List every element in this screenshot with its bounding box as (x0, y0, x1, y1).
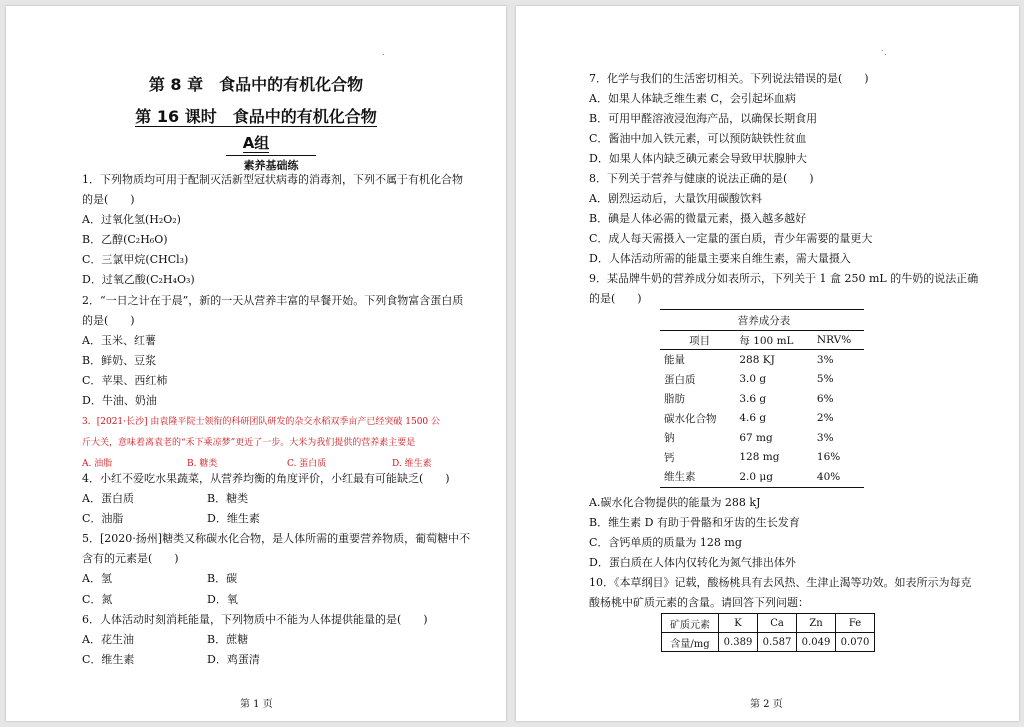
nutrition-table (660, 309, 864, 488)
q5-option-a: A．氢 (82, 572, 112, 585)
q4-option-b: B．糖类 (207, 492, 249, 505)
table-cell: 40% (816, 470, 841, 483)
page-2 (516, 6, 1019, 721)
q3-option-d: D. 维生素 (392, 459, 432, 469)
q7-text: 7．化学与我们的生活密切相关。下列说法错误的是( ) (589, 72, 869, 85)
table-cell: 67 mg (739, 431, 773, 444)
page-mark: . (884, 48, 887, 57)
table-cell: 钙 (664, 451, 675, 464)
table-row (660, 428, 864, 448)
table-cell: 蛋白质 (664, 373, 696, 386)
table-row (660, 409, 864, 429)
mineral-header: Zn (797, 614, 836, 633)
nutrition-header-nrv: NRV% (813, 331, 864, 350)
mineral-cell: 0.389 (719, 633, 758, 652)
q2-text-cont: 的是( ) (82, 314, 135, 327)
table-cell: 钠 (664, 432, 675, 445)
q5-text-cont: 含有的元素是( ) (82, 552, 179, 565)
q2-text: 2．“一日之计在于晨”，新的一天从营养丰富的早餐开始。下列食物富含蛋白质 (82, 294, 464, 307)
q3-text: 3．[2021·长沙] 由袁隆平院士领衔的科研团队研发的杂交水稻双季亩产已经突破 1500 公 (82, 417, 441, 427)
table-cell: 3% (816, 353, 834, 366)
section-title: 素养基础练 (226, 155, 316, 173)
table-cell: 16% (816, 451, 841, 464)
nutrition-header-item: 项目 (660, 331, 735, 350)
group-title: A组 (242, 134, 270, 152)
q9-option-a: A.碳水化合物提供的能量为 288 kJ (589, 496, 761, 509)
table-row (660, 370, 864, 390)
mineral-cell: 含量/mg (662, 633, 719, 652)
table-cell: 3.6 g (739, 392, 767, 405)
q1-text: 1．下列物质均可用于配制灭活新型冠状病毒的消毒剂，下列不属于有机化合物 (82, 173, 463, 186)
table-cell: 3.0 g (739, 373, 767, 386)
q7-option-c: C．酱油中加入铁元素，可以预防缺铁性贫血 (589, 132, 807, 145)
table-cell: 128 mg (739, 451, 780, 464)
nutrition-table-title: 营养成分表 (660, 310, 864, 331)
q2-option-b: B．鲜奶、豆浆 (82, 354, 157, 367)
q6-option-d: D．鸡蛋清 (207, 653, 260, 666)
table-cell: 3% (816, 431, 834, 444)
q3-option-b: B. 糖类 (187, 459, 218, 469)
q9-option-b: B．维生素 D 有助于骨骼和牙齿的生长发育 (589, 516, 800, 529)
q10-text: 10．《本草纲目》记载，酸杨桃具有去风热、生津止渴等功效。如表所示为每克 (589, 576, 972, 589)
table-cell: 2% (816, 412, 834, 425)
table-row (660, 448, 864, 468)
q9-option-d: D．蛋白质在人体内仅转化为氮气排出体外 (589, 556, 796, 569)
q7-option-a: A．如果人体缺乏维生素 C，会引起坏血病 (589, 92, 796, 105)
mineral-header: K (719, 614, 758, 633)
table-row (660, 467, 864, 487)
mineral-header: Ca (758, 614, 797, 633)
table-cell: 288 KJ (739, 353, 775, 366)
q6-option-b: B．蔗糖 (207, 633, 249, 646)
mineral-table (661, 613, 875, 652)
q1-option-d: D．过氧乙酸(C₂H₄O₃) (82, 273, 195, 286)
table-row (660, 389, 864, 409)
q3-text-cont: 斤大关，意味着离袁老的“禾下乘凉梦”更近了一步。大米为我们提供的营养素主要是 (82, 438, 416, 448)
q1-option-c: C．三氯甲烷(CHCl₃) (82, 253, 189, 266)
q4-option-a: A．蛋白质 (82, 492, 134, 505)
table-cell: 碳水化合物 (664, 412, 717, 425)
q2-option-c: C．苹果、西红柿 (82, 374, 168, 387)
q5-text: 5．[2020·扬州]糖类又称碳水化合物，是人体所需的重要营养物质，葡萄糖中不 (82, 532, 471, 545)
page-mark: . (382, 48, 385, 57)
mineral-header: 矿质元素 (662, 614, 719, 633)
q6-option-a: A．花生油 (82, 633, 134, 646)
q4-option-c: C．油脂 (82, 512, 124, 525)
table-cell: 6% (816, 392, 834, 405)
q7-option-d: D．如果人体内缺乏碘元素会导致甲状腺肿大 (589, 152, 807, 165)
mineral-cell: 0.070 (836, 633, 875, 652)
q8-option-b: B．碘是人体必需的微量元素，摄入越多越好 (589, 212, 807, 225)
q9-option-c: C．含钙单质的质量为 128 mg (589, 536, 742, 549)
q8-option-a: A．剧烈运动后，大量饮用碳酸饮料 (589, 192, 762, 205)
page-1 (6, 6, 506, 721)
q3-option-a: A. 油脂 (82, 459, 113, 469)
table-cell: 能量 (664, 354, 685, 367)
q1-option-b: B．乙醇(C₂H₆O) (82, 233, 168, 246)
page-mark: . (881, 45, 884, 53)
page-number: 第 2 页 (750, 699, 783, 710)
page-number: 第 1 页 (240, 699, 273, 710)
q7-option-b: B．可用甲醛溶液浸泡海产品，以确保长期食用 (589, 112, 818, 125)
q9-text-cont: 的是( ) (589, 292, 642, 305)
q2-option-a: A．玉米、红薯 (82, 334, 156, 347)
lesson-title: 第 16 课时 食品中的有机化合物 (135, 107, 377, 126)
table-cell: 4.6 g (739, 412, 767, 425)
q4-option-d: D．维生素 (207, 512, 260, 525)
q6-option-c: C．维生素 (82, 653, 135, 666)
mineral-header: Fe (836, 614, 875, 633)
q9-text: 9．某品牌牛奶的营养成分如表所示，下列关于 1 盒 250 mL 的牛奶的说法正确 (589, 272, 979, 285)
q8-option-d: D．人体活动所需的能量主要来自维生素，需大量摄入 (589, 252, 851, 265)
table-cell: 5% (816, 373, 834, 386)
table-cell: 2.0 μg (739, 470, 773, 483)
q1-text-cont: 的是( ) (82, 193, 135, 206)
q6-text: 6．人体活动时刻消耗能量，下列物质中不能为人体提供能量的是( ) (82, 613, 428, 626)
table-cell: 脂肪 (664, 393, 685, 406)
q10-text-cont: 酸杨桃中矿质元素的含量。请回答下列问题： (589, 596, 809, 609)
q5-option-c: C．氮 (82, 593, 113, 606)
q1-option-a: A．过氧化氢(H₂O₂) (82, 213, 181, 226)
q8-text: 8．下列关于营养与健康的说法正确的是( ) (589, 172, 814, 185)
chapter-title: 第 8 章 食品中的有机化合物 (148, 75, 364, 94)
q2-option-d: D．牛油、奶油 (82, 394, 157, 407)
mineral-cell: 0.049 (797, 633, 836, 652)
q5-option-b: B．碳 (207, 572, 238, 585)
table-row (660, 350, 864, 370)
mineral-cell: 0.587 (758, 633, 797, 652)
q4-text: 4．小红不爱吃水果蔬菜，从营养均衡的角度评价，小红最有可能缺乏( ) (82, 472, 450, 485)
q8-option-c: C．成人每天需摄入一定量的蛋白质，青少年需要的量更大 (589, 232, 873, 245)
q3-option-c: C. 蛋白质 (287, 459, 327, 469)
table-cell: 维生素 (664, 471, 696, 484)
q5-option-d: D．氧 (207, 593, 238, 606)
nutrition-header-per100: 每 100 mL (735, 331, 813, 350)
